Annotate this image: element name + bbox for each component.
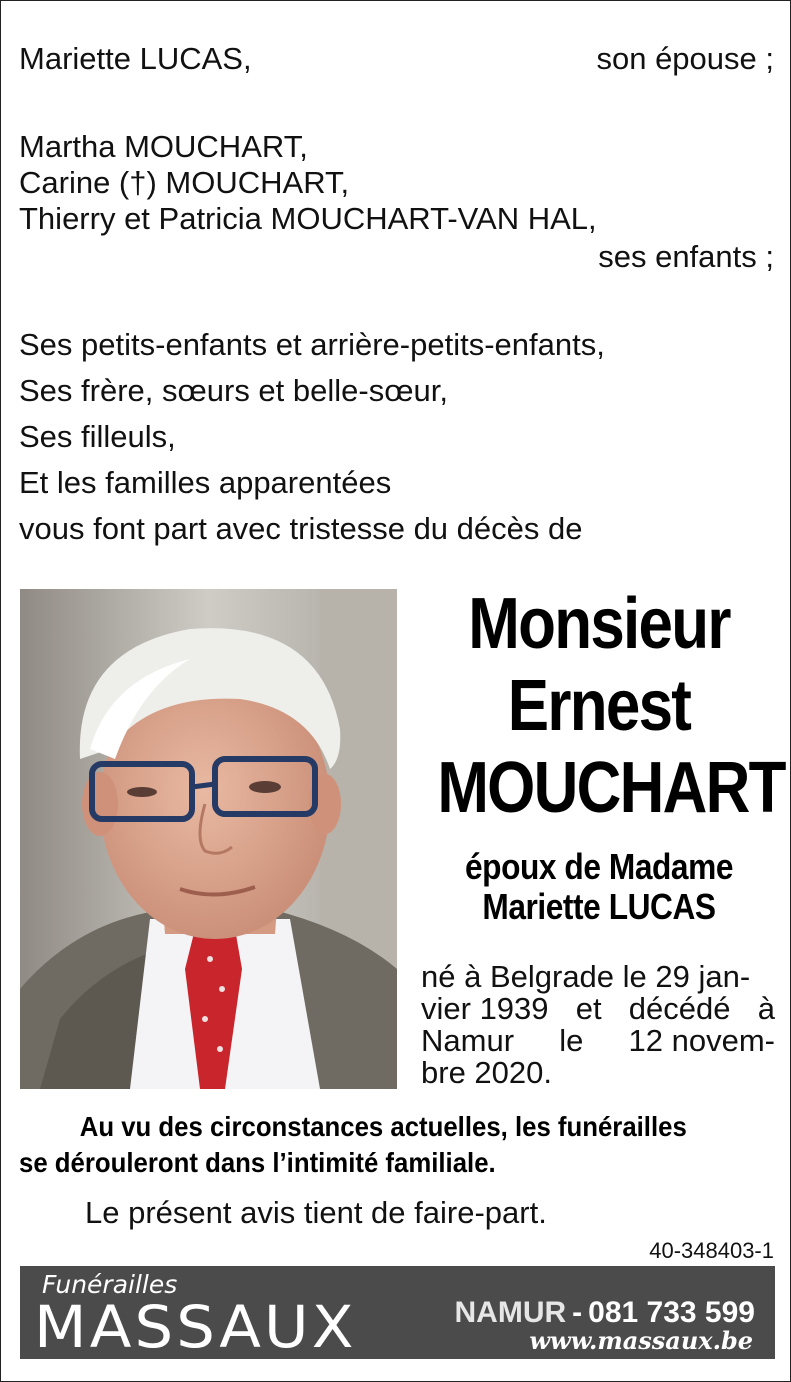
banner-phone: 081 733 599 bbox=[588, 1296, 755, 1329]
child-1: Martha MOUCHART, bbox=[19, 129, 308, 164]
dates-line-2-word-1: vier 1939 bbox=[421, 991, 549, 1026]
dates-line-3 bbox=[421, 1025, 775, 1057]
deceased-last-name: MOUCHART bbox=[437, 748, 785, 828]
relatives-line-4: Et les familles apparentées bbox=[19, 465, 392, 500]
spouse-name: Mariette LUCAS, bbox=[19, 41, 252, 76]
dates-line-4 bbox=[421, 1057, 775, 1089]
banner-city: NAMUR bbox=[454, 1296, 567, 1329]
relatives-line-1: Ses petits-enfants et arrière-petits-enfants, bbox=[19, 327, 605, 362]
dates-line-4-text: bre 2020. bbox=[421, 1055, 552, 1090]
children-relation: ses enfants ; bbox=[598, 239, 774, 274]
portrait-illustration bbox=[20, 589, 397, 1089]
spouse-of-line-1: époux de Madame bbox=[464, 846, 734, 887]
relatives-line-2: Ses frère, sœurs et belle-sœur, bbox=[19, 373, 448, 408]
banner-contact bbox=[455, 1296, 756, 1330]
spouse-of-line-2: Mariette LUCAS bbox=[482, 886, 716, 927]
dates-line-1 bbox=[421, 961, 775, 993]
child-3: Thierry et Patricia MOUCHART-VAN HAL, bbox=[19, 201, 597, 236]
funeral-notice bbox=[19, 1109, 777, 1181]
banner-separator: - bbox=[572, 1296, 583, 1329]
relatives-line-3: Ses filleuls, bbox=[19, 419, 176, 454]
relatives-line-5: vous font part avec tristesse du décès de bbox=[19, 511, 583, 546]
funeral-home-banner bbox=[20, 1266, 775, 1359]
spouse-of-block bbox=[411, 847, 787, 927]
banner-massaux-logo: MASSAUX bbox=[34, 1293, 357, 1359]
deceased-title: Monsieur bbox=[468, 584, 730, 664]
portrait-photo bbox=[20, 589, 397, 1089]
present-notice: Le présent avis tient de faire-part. bbox=[85, 1195, 547, 1230]
dates-line-1-text: né à Belgrade le 29 jan- bbox=[421, 959, 751, 994]
dates-line-3-word-1: Namur bbox=[421, 1023, 515, 1058]
funeral-notice-line-1: Au vu des circonstances actuelles, les funérailles bbox=[79, 1111, 687, 1142]
dates-line-3-word-3: 12 novem- bbox=[628, 1023, 775, 1058]
dates-line-2-word-2: et bbox=[575, 991, 602, 1026]
banner-funerailles: Funérailles bbox=[42, 1270, 178, 1299]
birth-death-details bbox=[421, 961, 775, 1089]
deceased-name-block bbox=[411, 583, 787, 829]
dates-line-2-word-4: à bbox=[757, 991, 775, 1026]
dates-line-3-word-2: le bbox=[559, 1023, 584, 1058]
spouse-relation: son épouse ; bbox=[596, 41, 774, 76]
dates-line-2 bbox=[421, 993, 775, 1025]
funeral-notice-line-2: se dérouleront dans l’intimité familiale. bbox=[19, 1147, 496, 1178]
child-2: Carine (†) MOUCHART, bbox=[19, 165, 350, 200]
dates-line-2-word-3: décédé bbox=[628, 991, 731, 1026]
reference-number: 40-348403-1 bbox=[649, 1238, 774, 1263]
banner-website: www.massaux.be bbox=[529, 1326, 753, 1355]
deceased-first-name: Ernest bbox=[507, 666, 691, 746]
